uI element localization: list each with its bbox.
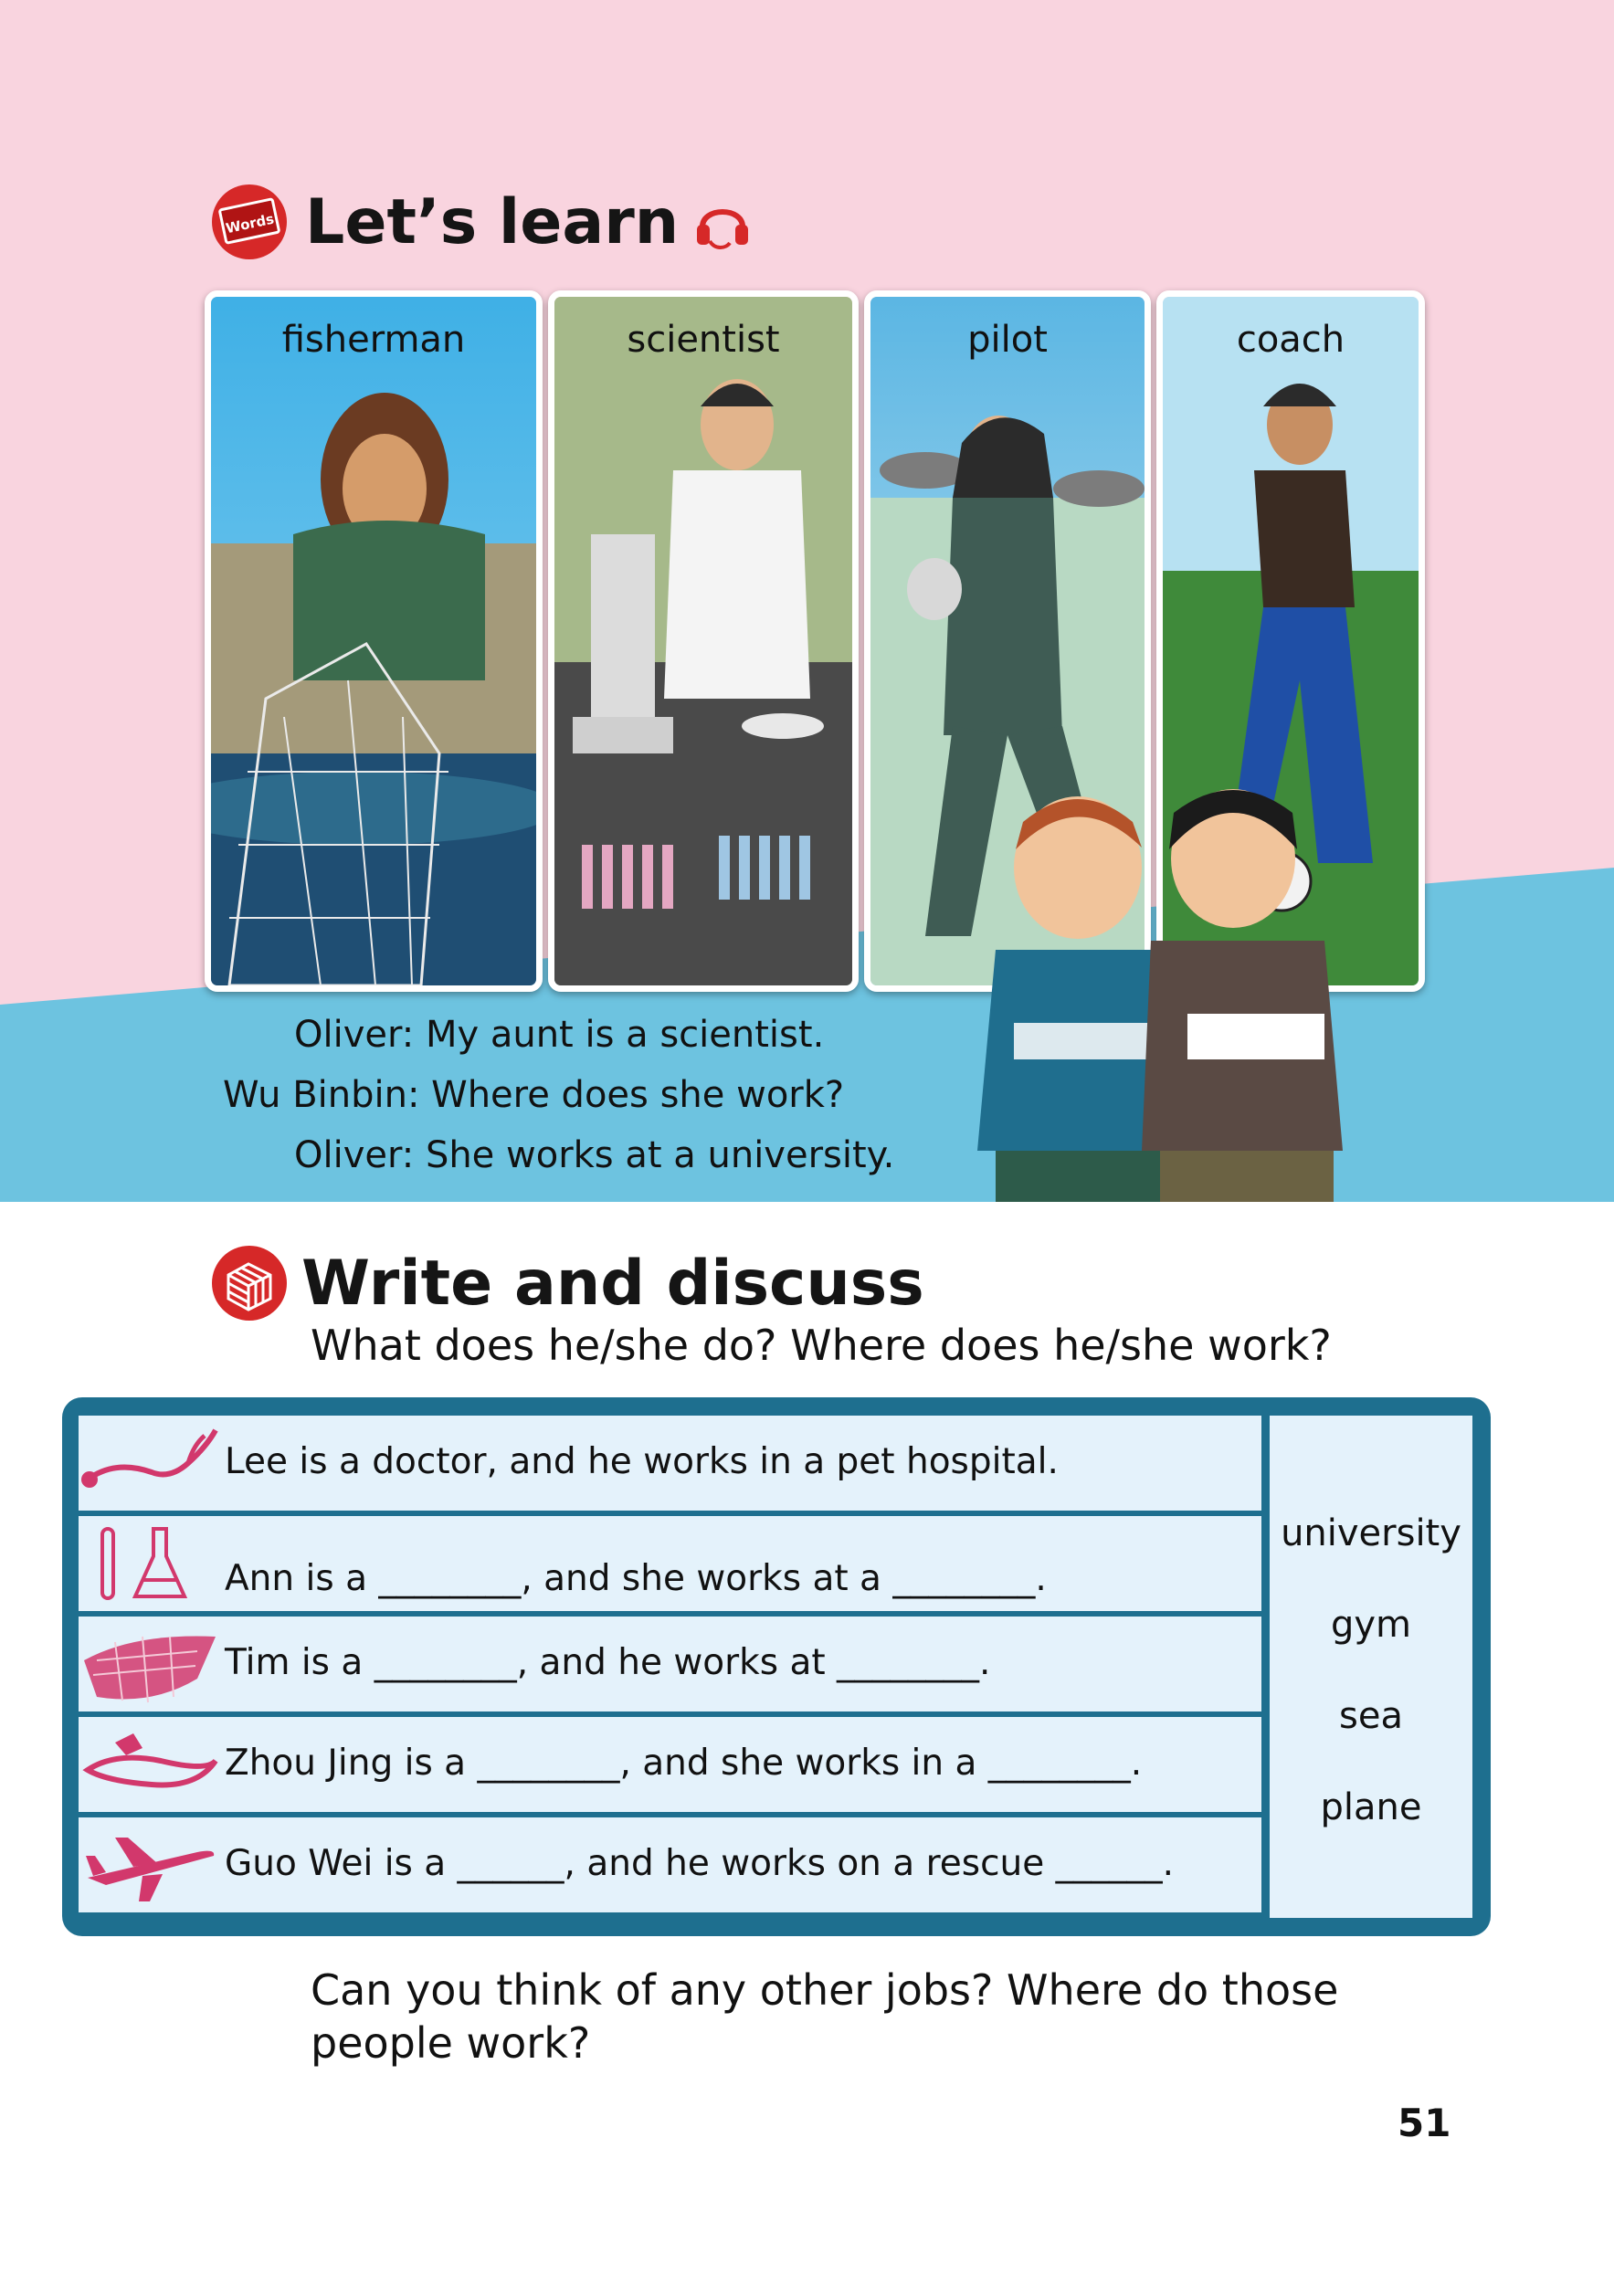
table-row xyxy=(79,1416,1261,1511)
fisherman-illustration xyxy=(211,297,536,985)
words-badge-icon: Words xyxy=(212,184,287,259)
row-sentence[interactable]: Guo Wei is a ______, and he works on a rescue ______. xyxy=(225,1843,1175,1884)
boys-illustration xyxy=(941,767,1398,1202)
lab-flask-icon xyxy=(79,1523,225,1604)
table-row xyxy=(79,1516,1261,1611)
dialogue-line-2 xyxy=(223,1074,844,1116)
word-bank-item: plane xyxy=(1320,1786,1422,1828)
whistle-icon xyxy=(79,1724,225,1805)
row-sentence[interactable]: Ann is a ________, and she works at a ________. xyxy=(225,1558,1047,1599)
card-label-pilot: pilot xyxy=(967,319,1048,361)
write-and-discuss-subtitle: What does he/she do? Where does he/she work? xyxy=(311,1321,1332,1370)
scientist-illustration xyxy=(554,297,852,985)
dialogue-speaker: Oliver: xyxy=(294,1014,415,1056)
card-label-fisherman: fisherman xyxy=(281,319,466,361)
headphones-icon[interactable] xyxy=(691,190,755,254)
lets-learn-title: Let’s learn xyxy=(305,185,680,258)
card-fisherman[interactable] xyxy=(205,290,543,992)
word-bank-item: university xyxy=(1281,1512,1461,1554)
lets-learn-heading xyxy=(212,184,755,259)
dialogue-line-3 xyxy=(294,1134,894,1176)
dialogue-speaker: Oliver: xyxy=(294,1134,415,1176)
dialogue-text: Where does she work? xyxy=(431,1074,845,1116)
dialogue-text: My aunt is a scientist. xyxy=(425,1014,825,1056)
card-scientist[interactable] xyxy=(548,290,859,992)
cube-icon xyxy=(212,1246,287,1321)
card-label-coach: coach xyxy=(1236,319,1345,361)
page-number: 51 xyxy=(1398,2101,1451,2145)
dialogue-speaker: Wu Binbin: xyxy=(223,1074,420,1116)
row-sentence: Lee is a doctor, and he works in a pet hospital. xyxy=(225,1441,1059,1482)
word-bank-item: gym xyxy=(1330,1604,1412,1646)
write-and-discuss-title: Write and discuss xyxy=(301,1247,924,1320)
airplane-icon xyxy=(79,1825,225,1905)
table-row xyxy=(79,1617,1261,1711)
word-bank xyxy=(1270,1416,1472,1918)
dialogue-line-1 xyxy=(294,1014,824,1056)
stethoscope-icon xyxy=(79,1423,225,1503)
closing-question: Can you think of any other jobs? Where do those people work? xyxy=(311,1965,1339,2068)
table-row xyxy=(79,1817,1261,1912)
card-label-scientist: scientist xyxy=(627,319,780,361)
write-and-discuss-heading xyxy=(212,1246,924,1321)
table-row xyxy=(79,1717,1261,1812)
fishing-net-icon xyxy=(79,1624,225,1704)
word-bank-item: sea xyxy=(1339,1695,1403,1737)
dialogue-text: She works at a university. xyxy=(425,1134,895,1176)
row-sentence[interactable]: Zhou Jing is a ________, and she works in a ________. xyxy=(225,1743,1143,1784)
row-sentence[interactable]: Tim is a ________, and he works at ________. xyxy=(225,1642,991,1683)
